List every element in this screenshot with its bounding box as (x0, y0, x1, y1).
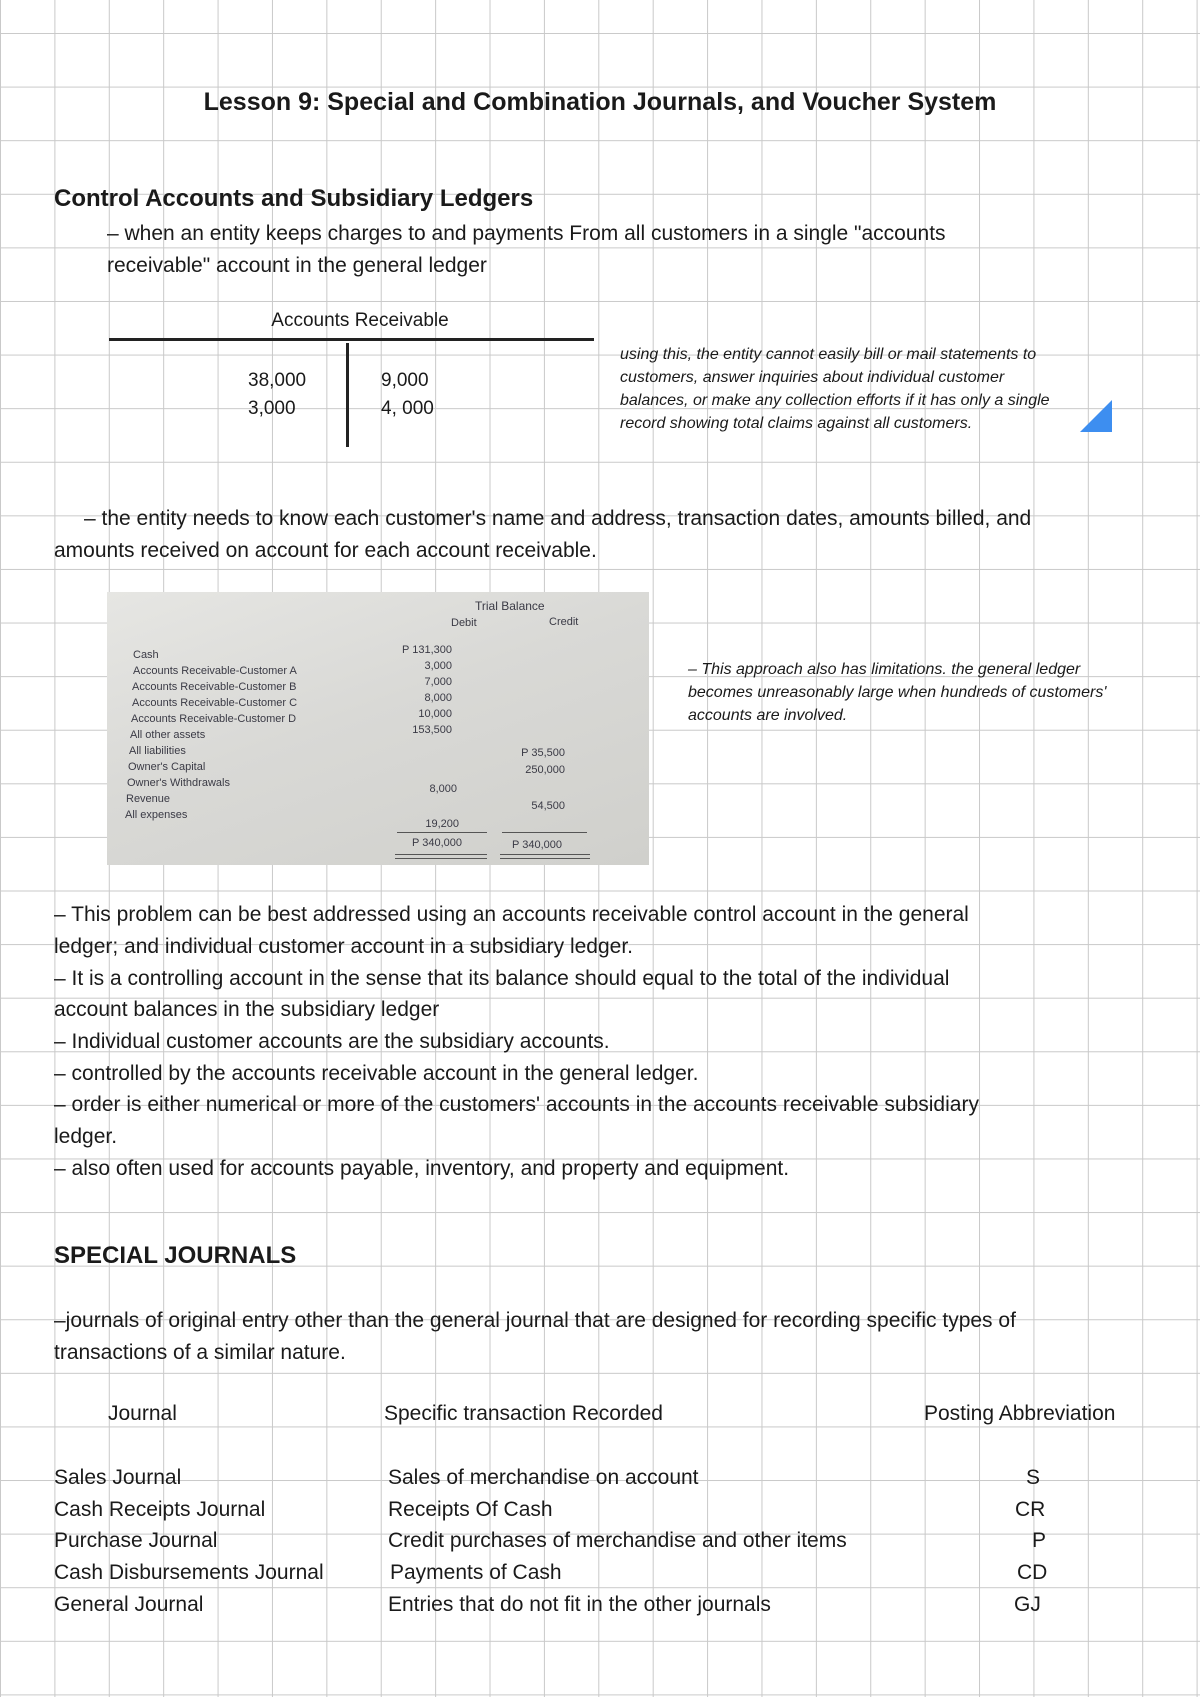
journal-transaction: Receipts Of Cash (388, 1498, 553, 1521)
tb-total-debit: P 340,000 (412, 837, 462, 849)
tb-credit: P 35,500 (521, 747, 565, 759)
tb-debit: 8,000 (424, 692, 452, 704)
point-line: – order is either numerical or more of the customers' accounts in the accounts receivable subsidiary (54, 1093, 979, 1116)
journal-transaction: Sales of merchandise on account (388, 1466, 699, 1489)
journal-transaction: Credit purchases of merchandise and other items (388, 1529, 847, 1552)
tb-account: Cash (133, 649, 159, 661)
tb-account: All other assets (130, 729, 206, 741)
point-line: ledger; and individual customer account in a subsidiary ledger. (54, 935, 634, 958)
journal-abbreviation: S (1026, 1466, 1041, 1489)
definition-line-2: transactions of a similar nature. (54, 1341, 346, 1364)
tb-account: Owner's Capital (128, 761, 206, 773)
tb-debit: 10,000 (418, 708, 452, 720)
definition-line-1: –journals of original entry other than the general journal that are designed for recording specific types of (54, 1309, 1016, 1332)
intro-text-line-1: – when an entity keeps charges to and payments From all customers in a single "accounts (107, 222, 946, 245)
trial-balance-credit-label: Credit (549, 616, 579, 628)
point-line: – controlled by the accounts receivable account in the general ledger. (54, 1062, 699, 1085)
journal-name: Cash Disbursements Journal (54, 1561, 324, 1584)
tb-double-underline (395, 854, 487, 859)
tb-account: Owner's Withdrawals (127, 777, 230, 789)
note-line: – This approach also has limitations. the general ledger (688, 661, 1081, 678)
note-line: record showing total claims against all customers. (620, 415, 973, 432)
journal-abbreviation: CR (1015, 1498, 1046, 1521)
tb-double-underline (500, 854, 590, 859)
t-account-credit: 4, 000 (381, 398, 434, 419)
journal-name: Cash Receipts Journal (54, 1498, 266, 1521)
journal-name: Sales Journal (54, 1466, 182, 1489)
tb-account: Accounts Receivable-Customer D (131, 713, 297, 725)
tb-credit: 54,500 (531, 800, 565, 812)
t-account-top-line (109, 338, 594, 341)
tb-account: Accounts Receivable-Customer A (133, 665, 297, 677)
intro-text-line-2: receivable" account in the general ledger (107, 254, 487, 277)
t-account-debit: 38,000 (248, 370, 307, 391)
tb-debit: 8,000 (429, 783, 457, 795)
point-line: – Individual customer accounts are the subsidiary accounts. (54, 1030, 610, 1053)
note-line: using this, the entity cannot easily bill or mail statements to (620, 346, 1037, 363)
note-line: balances, or make any collection efforts if it has only a single (620, 392, 1050, 409)
need-text-line-2: amounts received on account for each account receivable. (54, 539, 597, 562)
tb-credit: 250,000 (525, 764, 565, 776)
journal-abbreviation: GJ (1014, 1593, 1041, 1616)
tb-total-underline (502, 832, 587, 833)
tb-account: All expenses (125, 809, 188, 821)
section-heading-control-accounts: Control Accounts and Subsidiary Ledgers (54, 185, 534, 212)
column-header-abbreviation: Posting Abbreviation (924, 1402, 1116, 1425)
tb-debit: 3,000 (424, 660, 452, 672)
t-account-divider (346, 343, 349, 447)
column-header-transaction: Specific transaction Recorded (384, 1402, 663, 1425)
t-account-title: Accounts Receivable (271, 310, 449, 331)
point-line: – It is a controlling account in the sense that its balance should equal to the total of the individual (54, 967, 950, 990)
journal-name: Purchase Journal (54, 1529, 218, 1552)
tb-account: Accounts Receivable-Customer B (132, 681, 297, 693)
trial-balance-debit-label: Debit (451, 617, 477, 629)
journal-transaction: Entries that do not fit in the other journals (388, 1593, 771, 1616)
column-header-journal: Journal (108, 1402, 177, 1425)
corner-triangle-icon (1080, 400, 1112, 432)
tb-debit: 153,500 (412, 724, 452, 736)
tb-total-credit: P 340,000 (512, 839, 562, 851)
note-line: customers, answer inquiries about individual customer (620, 369, 1005, 386)
journal-abbreviation: CD (1017, 1561, 1048, 1584)
need-text-line-1: – the entity needs to know each customer's name and address, transaction dates, amounts billed, and (84, 507, 1032, 530)
tb-debit: 7,000 (424, 676, 452, 688)
journal-abbreviation: P (1032, 1529, 1047, 1552)
page-title: Lesson 9: Special and Combination Journals, and Voucher System (203, 88, 997, 116)
point-line: – also often used for accounts payable, inventory, and property and equipment. (54, 1157, 790, 1180)
tb-account: Accounts Receivable-Customer C (132, 697, 298, 709)
trial-balance-title: Trial Balance (475, 599, 545, 613)
tb-debit: 19,200 (425, 818, 459, 830)
trial-balance-photo (107, 592, 649, 865)
t-account-debit: 3,000 (248, 398, 296, 419)
tb-total-underline (397, 832, 487, 833)
note-line: becomes unreasonably large when hundreds of customers' (688, 684, 1107, 701)
tb-account: All liabilities (129, 745, 186, 757)
t-account-credit: 9,000 (381, 370, 429, 391)
section-heading-special-journals: SPECIAL JOURNALS (54, 1242, 297, 1269)
point-line: ledger. (54, 1125, 118, 1148)
tb-debit: P 131,300 (402, 644, 452, 656)
point-line: – This problem can be best addressed using an accounts receivable control account in the general (54, 903, 969, 926)
journal-name: General Journal (54, 1593, 204, 1616)
tb-account: Revenue (126, 793, 171, 805)
journal-transaction: Payments of Cash (390, 1561, 562, 1584)
note-line: accounts are involved. (688, 707, 848, 724)
point-line: account balances in the subsidiary ledger (54, 998, 440, 1021)
